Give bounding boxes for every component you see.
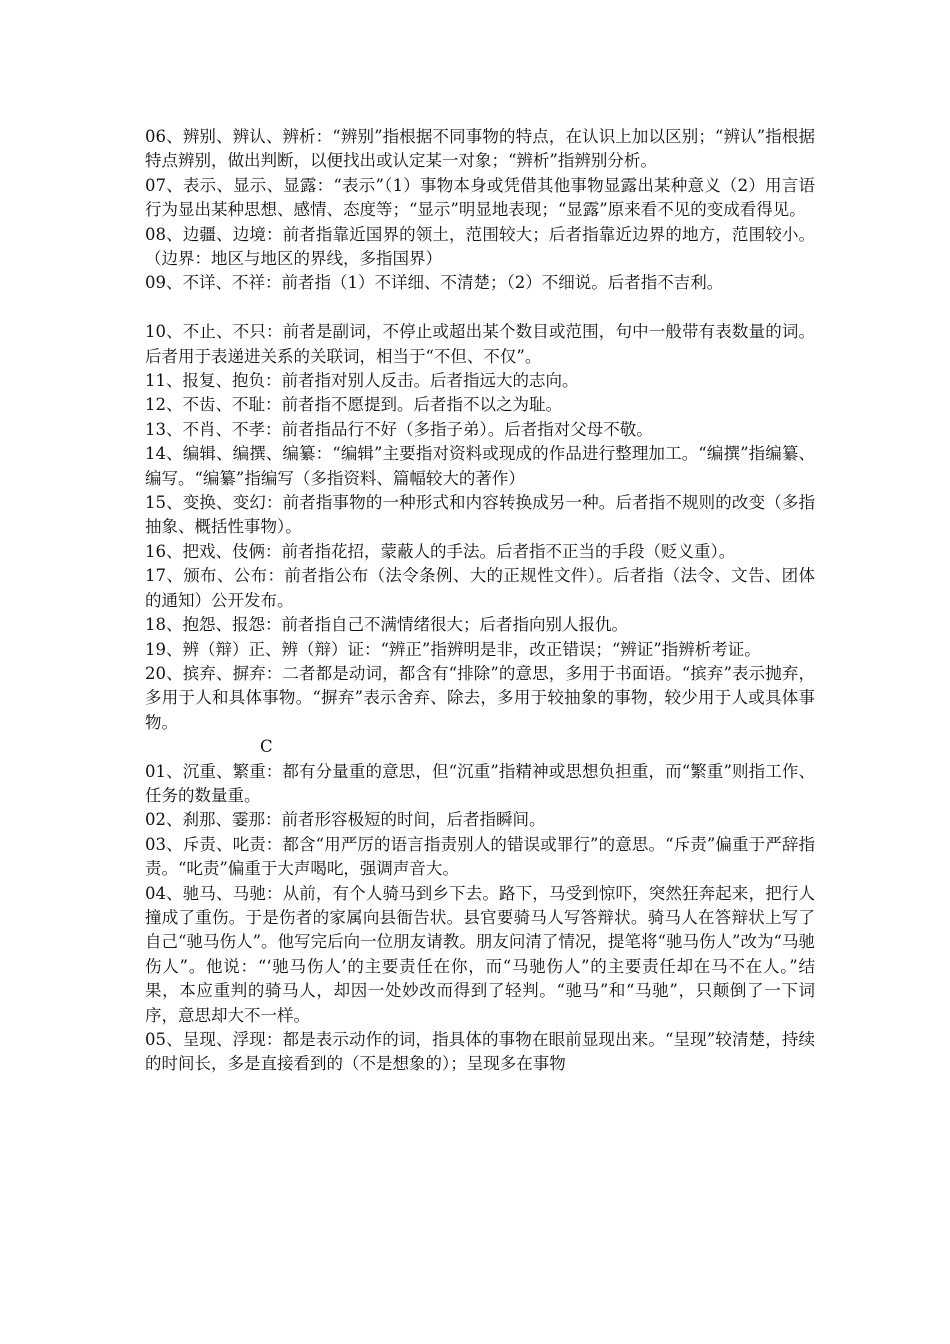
entry-c-01: 01、沉重、繁重：都有分量重的意思，但“沉重”指精神或思想负担重，而“繁重”则指工作、任务的数量重。 bbox=[145, 761, 815, 805]
entry-b-06: 06、辨别、辨认、辨析：“辨别”指根据不同事物的特点，在认识上加以区别；“辨认”指根据特点辨别，做出判断，以便找出或认定某一对象；“辨析”指辨别分析。 bbox=[145, 127, 815, 171]
entry-b-07: 07、表示、显示、显露：“表示”（1）事物本身或凭借其他事物显露出某种意义（2）用言语行为显出某种思想、感情、态度等；“显示”明显地表现；“显露”原来看不见的变成看得见。 bbox=[145, 175, 815, 220]
entry-b-13: 13、不肖、不孝：前者指品行不好（多指子弟）。后者指对父母不敬。 bbox=[145, 419, 653, 439]
entry-b-18: 18、抱怨、报怨：前者指自己不满情绪很大；后者指向别人报仇。 bbox=[145, 615, 628, 635]
entry-b-17: 17、颁布、公布：前者指公布（法令条例、大的正规性文件）。后者指（法令、文告、团体的通知）公开发布。 bbox=[145, 566, 815, 610]
entry-b-11: 11、报复、抱负：前者指对别人反击。后者指远大的志向。 bbox=[145, 371, 579, 391]
blank-line bbox=[145, 296, 815, 320]
entry-b-08: 08、边疆、边境：前者指靠近国界的领土，范围较大；后者指靠近边界的地方，范围较小。（边界：地区与地区的界线，多指国界） bbox=[145, 224, 815, 269]
entry-b-09: 09、不详、不祥：前者指（1）不详细、不清楚；（2）不细说。后者指不吉利。 bbox=[145, 273, 724, 293]
entry-c-02: 02、刹那、霎那：前者形容极短的时间，后者指瞬间。 bbox=[145, 810, 546, 830]
section-heading-c: C bbox=[260, 737, 273, 757]
entry-b-19: 19、辨（辩）正、辨（辩）证：“辨正”指辨明是非，改正错误；“辨证”指辨析考证。 bbox=[145, 639, 761, 659]
entry-b-16: 16、把戏、伎俩：前者指花招，蒙蔽人的手法。后者指不正当的手段（贬义重）。 bbox=[145, 541, 736, 561]
entry-c-04: 04、驰马、马驰：从前，有个人骑马到乡下去。路下，马受到惊吓，突然狂奔起来，把行人撞成了重伤。于是伤者的家属向县衙告状。县官要骑马人写答辩状。骑马人在答辩状上写了自己“驰马伤人”。他写完后向一位朋友请教。朋友问清了情况，提笔将“驰马伤人”改为“马驰伤人”。他说：“‘驰马伤人’的主要责任在你，而“马驰伤人”的主要责任却在马不在人。”结果，本应重判的骑马人，却因一处妙改而得到了轻判。“驰马”和“马驰”，只颠倒了一下词序，意思却大不一样。 bbox=[145, 883, 815, 1025]
entry-b-15: 15、变换、变幻：前者指事物的一种形式和内容转换成另一种。后者指不规则的改变（多指抽象、概括性事物）。 bbox=[145, 493, 815, 537]
entry-b-10: 10、不止、不只：前者是副词，不停止或超出某个数目或范围，句中一般带有表数量的词。后者用于表递进关系的关联词，相当于“不但、不仅”。 bbox=[145, 322, 815, 366]
entry-b-12: 12、不齿、不耻：前者指不愿提到。后者指不以之为耻。 bbox=[145, 395, 562, 415]
entry-c-03: 03、斥责、叱责：都含“用严厉的语言指责别人的错误或罪行”的意思。“斥责”偏重于严辞指责。“叱责”偏重于大声喝叱，强调声音大。 bbox=[145, 834, 815, 879]
entry-b-14: 14、编辑、编撰、编纂：“编辑”主要指对资料或现成的作品进行整理加工。“编撰”指编纂、编写。“编纂”指编写（多指资料、篇幅较大的著作） bbox=[145, 444, 815, 488]
entry-b-20: 20、摈弃、摒弃：二者都是动词，都含有“排除”的意思，多用于书面语。“摈弃”表示抛弃，多用于人和具体事物。“摒弃”表示舍弃、除去，多用于较抽象的事物，较少用于人或具体事物。 bbox=[145, 663, 815, 732]
entry-c-05: 05、呈现、浮现：都是表示动作的词，指具体的事物在眼前显现出来。“呈现”较清楚，持续的时间长，多是直接看到的（不是想象的）；呈现多在事物 bbox=[145, 1030, 815, 1074]
document-body bbox=[145, 125, 815, 1077]
